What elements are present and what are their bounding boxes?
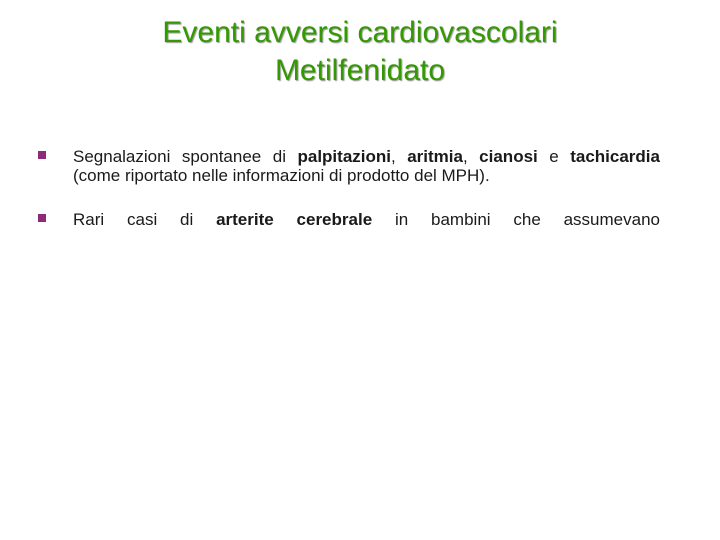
title-line-1: Eventi avversi cardiovascolari: [162, 16, 558, 49]
bullet-2-term-arterite-cerebrale: arterite cerebrale: [216, 210, 373, 229]
bullet-item-1: [38, 147, 660, 185]
title-line-2: Metilfenidato: [274, 54, 446, 87]
bullet-list: [38, 147, 660, 229]
square-bullet-icon: [38, 214, 46, 222]
bullet-1-term-cianosi: cianosi: [479, 147, 538, 166]
bullet-item-2: [38, 210, 660, 229]
bullet-1-text-5: (come riportato nelle informazioni di prodotto del MPH).: [73, 166, 490, 185]
bullet-1-text-4: e: [537, 147, 571, 166]
slide-title: [0, 14, 720, 90]
square-bullet-icon: [38, 151, 46, 159]
bullet-1-text-3: ,: [462, 147, 480, 166]
bullet-1-term-palpitazioni: palpitazioni: [297, 147, 391, 166]
bullet-2-text-1: Rari casi di: [73, 210, 217, 229]
bullet-2-text-2: in bambini che assumevano: [372, 210, 660, 229]
bullet-1-text-1: Segnalazioni spontanee di: [73, 147, 298, 166]
bullet-1-text-2: ,: [390, 147, 408, 166]
bullet-1-term-aritmia: aritmia: [407, 147, 463, 166]
bullet-1-term-tachicardia: tachicardia: [570, 147, 660, 166]
